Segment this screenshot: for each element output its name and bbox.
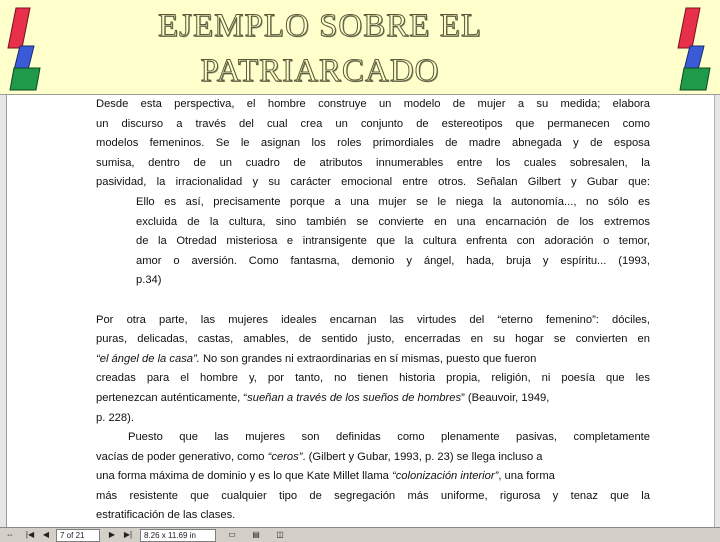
text-line: modelos femeninos. Se le asignan los roles primordiales de madre abnegada y de esposa (96, 137, 650, 150)
last-page-icon: ▶| (123, 530, 133, 539)
text-line (96, 389, 650, 409)
quote-line: Ello es así, precisamente porque a una mujer se le niega la autonomía..., no sólo es (136, 195, 650, 208)
text-line (96, 467, 650, 487)
text-line: Desde esta perspectiva, el hombre construye un modelo de mujer a su medida; elabora (96, 98, 650, 110)
single-page-icon: ▭ (228, 530, 236, 539)
quote-line: de la Otredad misteriosa e intransigente que la cultura enfrenta con adoración o temor, (136, 235, 650, 248)
document-page (96, 95, 650, 527)
document-viewer (0, 94, 720, 541)
first-page-icon: |◀ (25, 530, 35, 539)
text-span: pertenezcan auténticamente, “ (96, 391, 248, 404)
continuous-view-button[interactable] (250, 528, 262, 541)
prev-page-icon: ◀ (42, 530, 50, 539)
text-line: creadas para el hombre y, por tanto, no tienen historia propia, religión, ni poesía que les (96, 372, 650, 385)
decorative-slashes-right (676, 6, 712, 92)
text-line: pasividad, la irracionalidad y su carácter emocional entre otros. Señalan Gilbert y Gubar que: (96, 176, 650, 189)
text-span: . (Gilbert y Gubar, 1993, p. 23) se llega incluso a (302, 450, 543, 463)
text-line: un discurso a través del cual crea un conjunto de estereotipos que permanecen como (96, 117, 650, 130)
single-page-view-button[interactable] (226, 528, 238, 541)
text-line: puras, delicadas, castas, amables, de sentido justo, encerradas en su hogar se convierten en (96, 333, 650, 346)
quote-line: amor o aversión. Como fantasma, demonio y ángel, hada, bruja y espíritu... (1993, (136, 254, 650, 267)
slide-title-line-1: EJEMPLO SOBRE EL (157, 8, 483, 44)
text-span: No son grandes ni extraordinarias en sí mismas, puesto que fueron (199, 352, 537, 365)
italic-phrase: sueñan a través de los sueños de hombres (247, 391, 462, 404)
slide-title-line-2: PATRIARCADO (200, 53, 440, 89)
resize-grip-icon: ⇔ (6, 530, 14, 539)
quote-line: excluida de la cultura, sino también se convierte en una encarnación de los extremos (136, 215, 650, 228)
italic-phrase: “colonización interior” (391, 470, 499, 483)
text-line (96, 350, 650, 370)
italic-phrase: “el ángel de la casa”. (96, 352, 200, 365)
page-size-readout: 8.26 x 11.69 in (140, 529, 216, 542)
last-page-button[interactable] (122, 528, 134, 541)
text-line (96, 448, 650, 468)
text-span: , una forma (498, 470, 555, 483)
viewer-scrollbar[interactable] (714, 95, 720, 529)
continuous-page-icon: ▤ (252, 530, 260, 539)
italic-phrase: “ceros” (267, 450, 303, 463)
text-line: Por otra parte, las mujeres ideales encarnan las virtudes del “eterno femenino”: dóciles, (96, 313, 650, 326)
text-line: sumisa, dentro de un cuadro de atributos innumerables entre los cuales sobresalen, la (96, 156, 650, 169)
text-line: Puesto que las mujeres son definidas como plenamente pasivas, completamente (128, 431, 650, 444)
text-line: estratificación de las clases. (96, 509, 236, 522)
next-page-icon: ▶ (108, 530, 116, 539)
slide-title (120, 4, 520, 94)
next-page-button[interactable] (106, 528, 118, 541)
viewer-left-edge (0, 95, 7, 529)
text-span: una forma máxima de dominio y es lo que Kate Millet llama (96, 470, 392, 483)
page-indicator[interactable]: 7 of 21 (56, 529, 100, 542)
text-line: p. 228). (96, 411, 134, 424)
facing-view-button[interactable] (274, 528, 286, 541)
decorative-slashes-left (6, 6, 42, 92)
text-line: más resistente que cualquier tipo de segregación más uniforme, rigurosa y tenaz que la (96, 489, 650, 502)
text-span: vacías de poder generativo, como (96, 450, 268, 463)
prev-page-button[interactable] (40, 528, 52, 541)
first-page-button[interactable] (24, 528, 36, 541)
quote-line: p.34) (136, 274, 162, 287)
text-span: ” (Beauvoir, 1949, (461, 391, 550, 404)
facing-pages-icon: ◫ (276, 530, 284, 539)
